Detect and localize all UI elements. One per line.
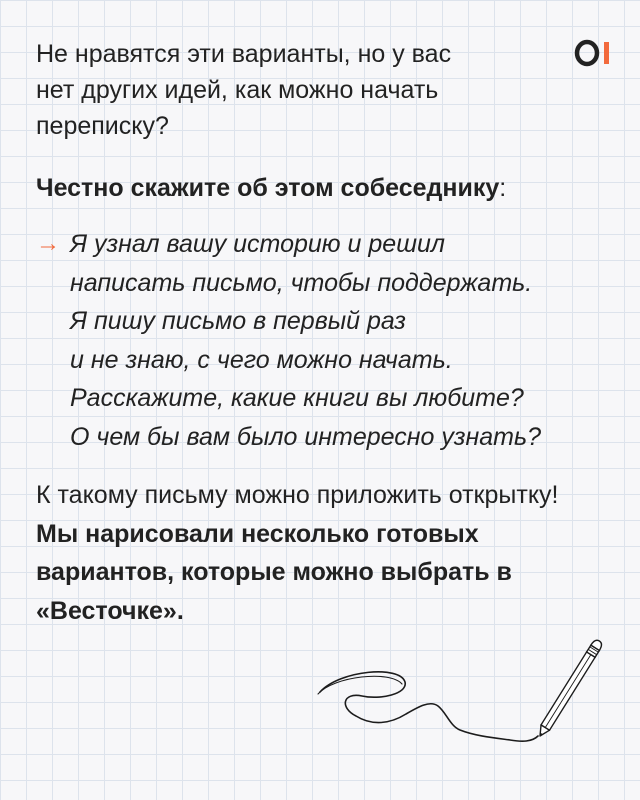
lead-bold-text: Честно скажите об этом собеседнику [36,174,500,202]
intro-line: Не нравятся эти варианты, но у вас [36,40,452,68]
quote-line: написать письмо, чтобы поддержать. [70,268,533,297]
lead-heading [36,170,506,206]
ol-logo-icon [574,38,614,68]
intro-line: нет других идей, как можно начать [36,76,439,104]
quote-text [70,225,541,456]
lead-colon: : [499,174,507,202]
pencil-scribble-icon [310,630,610,770]
quote-line: и не знаю, с чего можно начать. [70,345,453,374]
intro-paragraph [36,36,556,144]
quote-block [36,225,616,456]
intro-line: переписку? [36,112,169,140]
outro-regular-text: К такому письму можно приложить открытку! [36,481,559,509]
arrow-right-icon: → [36,230,60,257]
quote-line: Я узнал вашу историю и решил [70,230,445,258]
quote-line: Я пишу письмо в первый раз [70,307,406,335]
quote-line: О чем бы вам было интересно узнать? [70,422,542,451]
outro-bold-text: Мы нарисовали несколько готовых вариантов, которые можно выбрать в «Весточке». [36,519,512,625]
quote-line: Расскажите, какие книги вы любите? [70,384,524,412]
outro-paragraph [36,476,596,630]
